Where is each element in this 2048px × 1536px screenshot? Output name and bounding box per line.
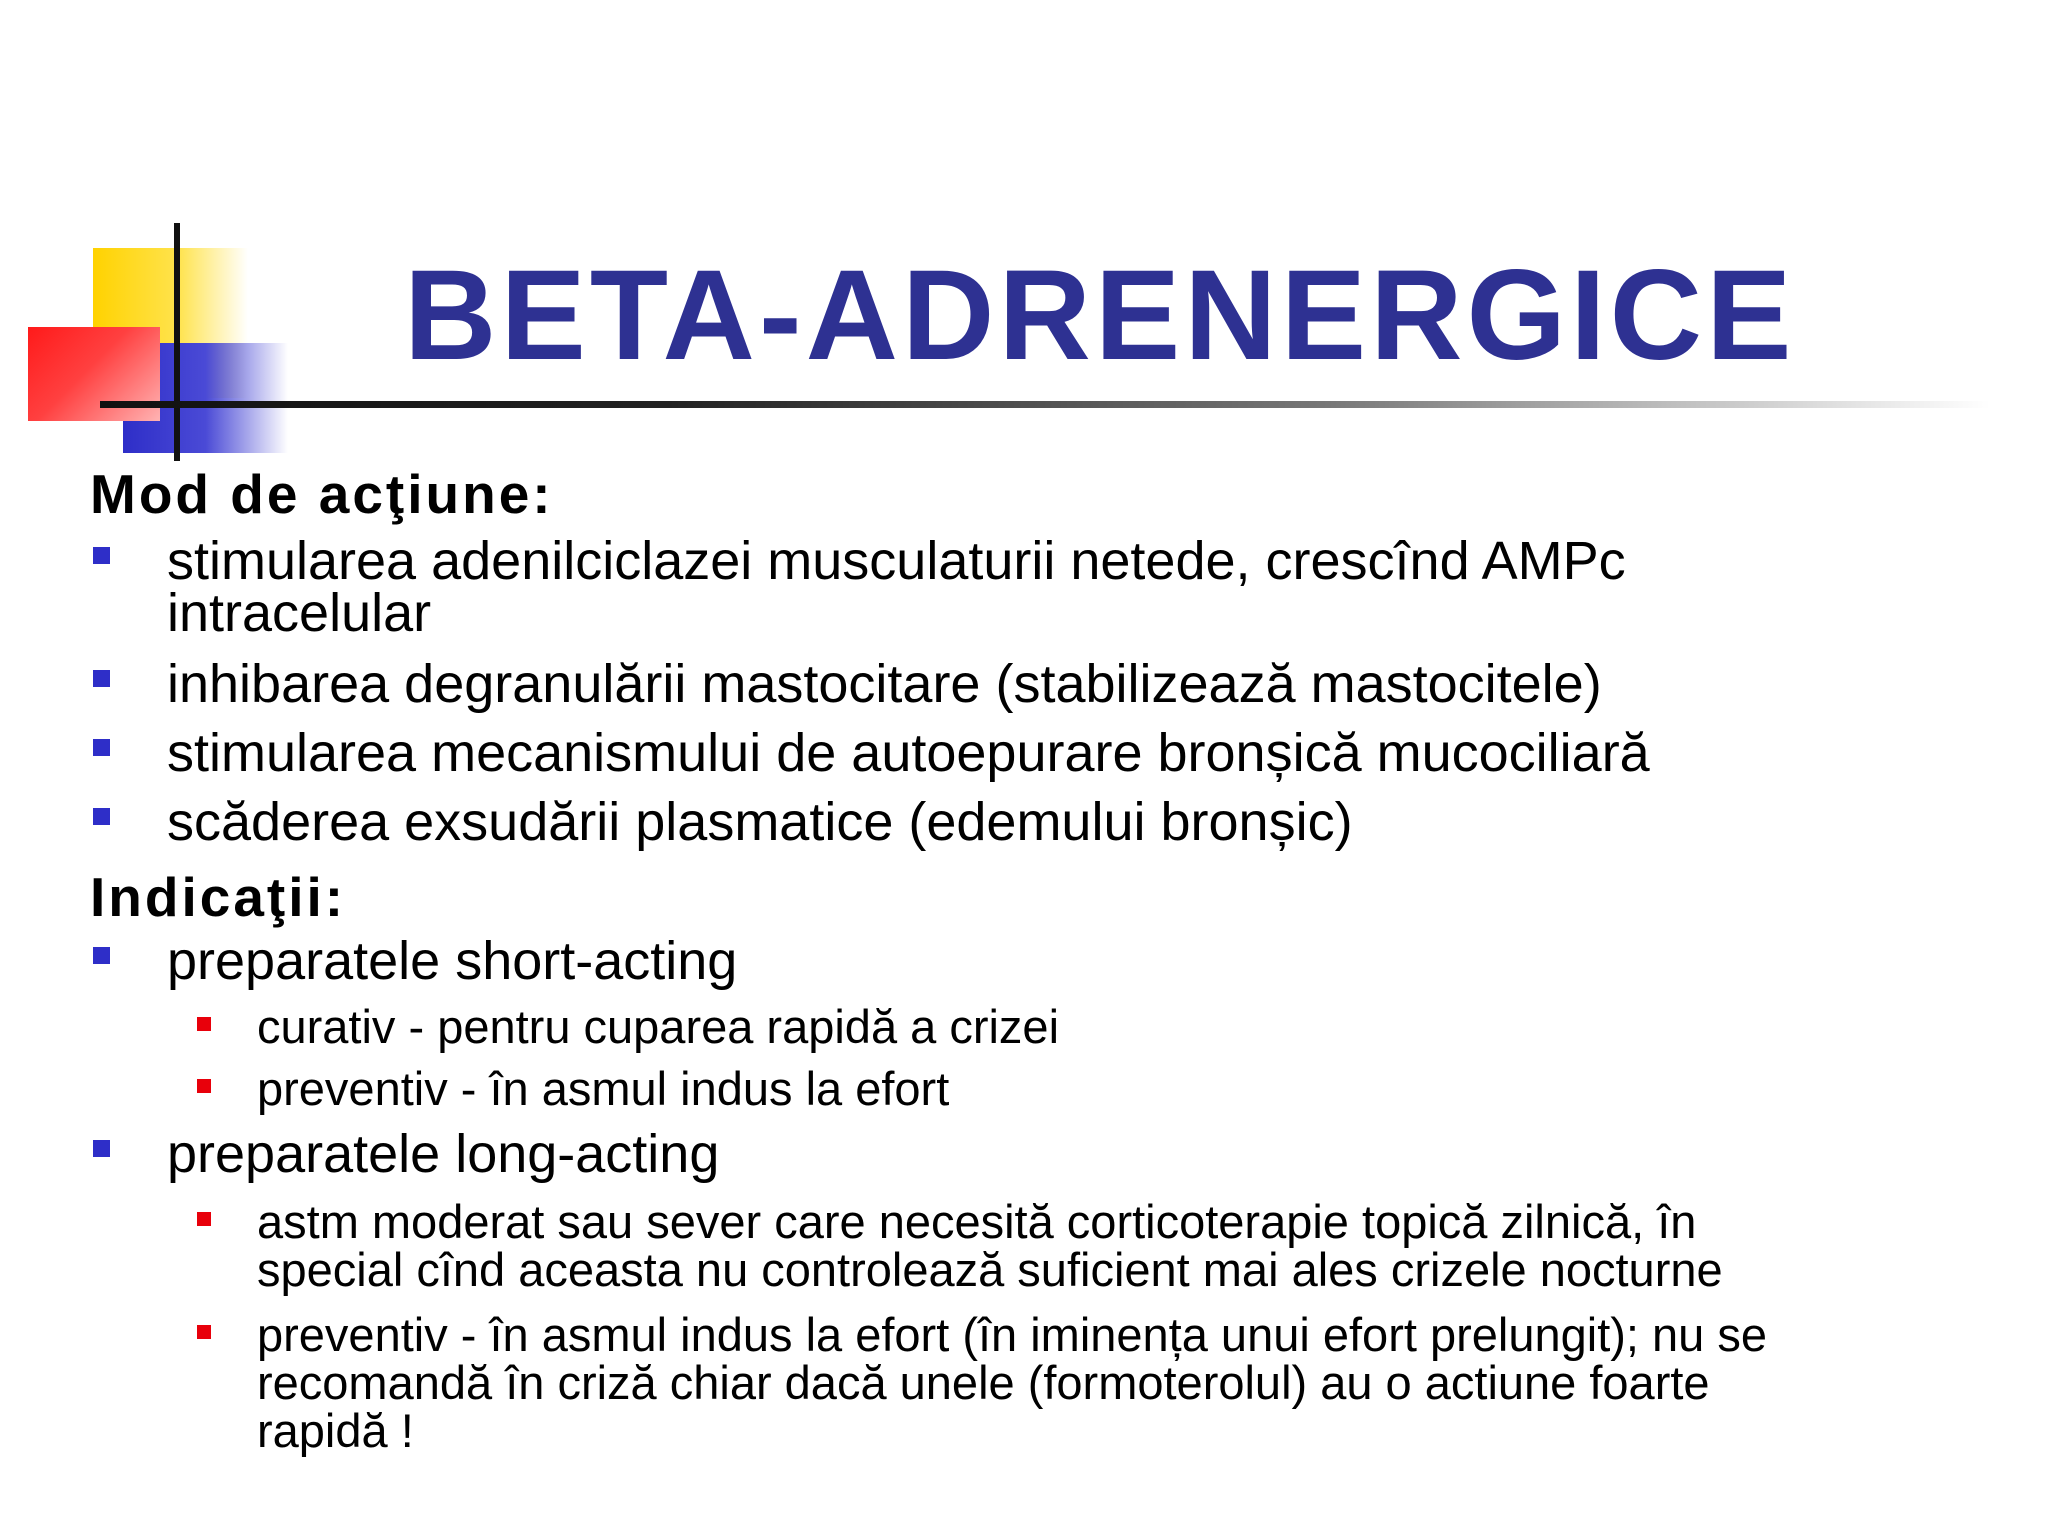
square-bullet-icon	[93, 808, 110, 825]
square-bullet-icon	[93, 670, 110, 687]
bullet-text: stimularea mecanismului de autoepurare bronșică mucociliară	[167, 723, 1650, 783]
bullet-text: preparatele short-acting	[167, 931, 738, 991]
sub-bullet-text: preventiv - în asmul indus la efort	[257, 1062, 950, 1115]
sub-bullet-text-continued: rapidă !	[257, 1404, 414, 1457]
sub-bullet-text: preventiv - în asmul indus la efort (în iminența unui efort prelungit); nu se	[257, 1308, 1767, 1361]
sub-bullet-text-continued: special cînd aceasta nu controlează suficient mai ales crizele nocturne	[257, 1243, 1723, 1296]
slide-title: BETA-ADRENERGICE	[404, 244, 1796, 387]
sub-bullet-text: astm moderat sau sever care necesită corticoterapie topică zilnică, în	[257, 1195, 1697, 1248]
bullet-text: inhibarea degranulării mastocitare (stabilizează mastocitele)	[167, 654, 1602, 714]
bullet-text-continued: intracelular	[167, 583, 432, 643]
bullet-text: scăderea exsudării plasmatice (edemului bronșic)	[167, 792, 1353, 852]
square-bullet-icon	[197, 1325, 211, 1339]
square-bullet-icon	[197, 1212, 211, 1226]
square-bullet-icon	[93, 1140, 110, 1157]
sub-bullet-text-continued: recomandă în criză chiar dacă unele (formoterolul) au o actiune foarte	[257, 1356, 1710, 1409]
bullet-text: stimularea adenilciclazei musculaturii netede, crescînd AMPc	[167, 531, 1626, 591]
square-bullet-icon	[197, 1017, 211, 1031]
bullet-text: preparatele long-acting	[167, 1124, 720, 1184]
section-heading-indicatii: Indicaţii:	[90, 866, 347, 928]
square-bullet-icon	[93, 947, 110, 964]
section-heading-mod-de-actiune: Mod de acţiune:	[90, 463, 554, 525]
square-bullet-icon	[197, 1079, 211, 1093]
square-bullet-icon	[93, 739, 110, 756]
square-bullet-icon	[93, 547, 110, 564]
sub-bullet-text: curativ - pentru cuparea rapidă a crizei	[257, 1000, 1060, 1053]
